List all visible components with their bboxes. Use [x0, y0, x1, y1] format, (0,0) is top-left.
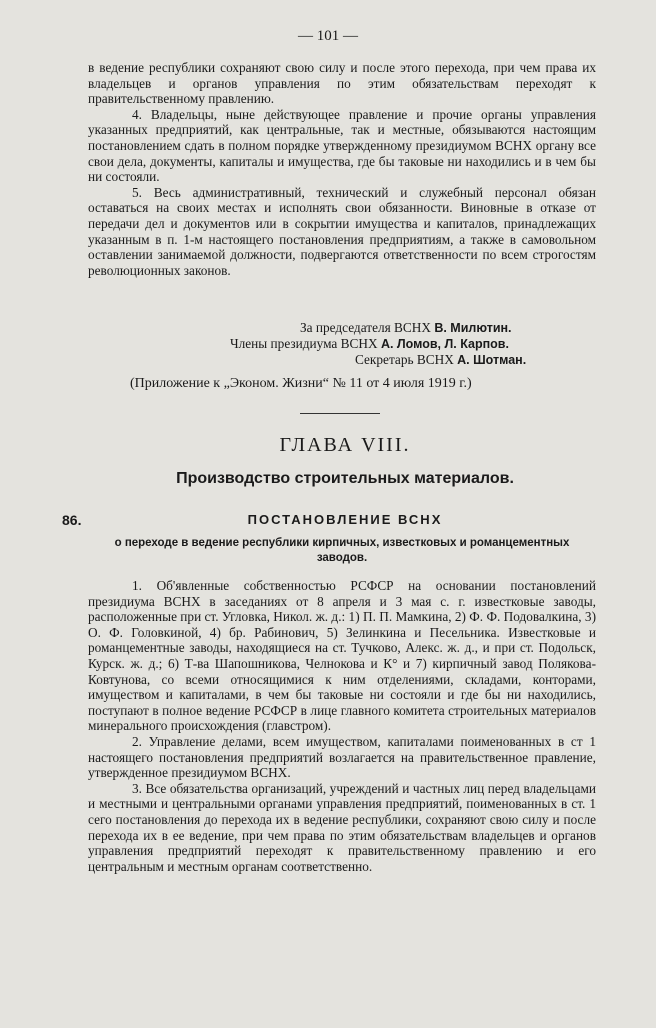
paragraph-3: 3. Все обязательства организаций, учреждений и частных лиц перед владельцами и местными и центральными органами управления предприятий, поименованных в ст. 1 сего постановления до перехода их в ведение республики, сохраняют свою силу и после перехода их в ее ведение, при чем права по этим обязательствам владельцев и органов управления предприятий переходят к правительственному правлению и его центральным и местным органам соответственно. [88, 780, 596, 874]
signature-line-1 [300, 320, 512, 336]
body-text-block [88, 578, 596, 874]
page-number: — 101 — [298, 28, 358, 44]
signature-line-3 [355, 352, 526, 368]
paragraph-5: 5. Весь административный, технический и служебный персонал обязан оставаться на своих местах и исполнять свои обязанности. Виновные в отказе от передачи дел и документов или в сокрытии имущества и капиталов, принадлежащих указанным в п. 1-м настоящего постановления предприятиям, а также в самовольном оставлении занимаемой должности, подвергаются ответственности по всем строгостям революционных законов. [88, 184, 596, 278]
signature-name: А. Ломов, Л. Карпов. [380, 337, 509, 351]
signature-role: За председателя ВСНХ [300, 320, 431, 335]
chapter-title: Производство строительных материалов. [176, 470, 514, 487]
document-number: 86. [62, 512, 82, 528]
divider [300, 413, 380, 414]
paragraph-1: 1. Об'явленные собственностью РСФСР на основании постановлений президиума ВСНХ в заседаниях от 8 апреля и 3 мая с. г. известковые заводы, расположенные при ст. Угловка, Никол. ж. д.: 1) П. П. Мамкина, 2) Ф. Ф. Подовалкина, 3) О. Ф. Головкиной, 4) бр. Рабинович, 5) Зелинкина и Песельника. Известковые и романцементные заводы, находящиеся на ст. Тучково, Алекс. ж. д., и при ст. Подольск, Курск. ж. д.; 6) Т-ва Шапошникова, Челнокова и К° и 7) кирпичный завод Полякова-Ковтунова, со всеми относящимися к ним отделениями, складами, конторами, имуществом и капиталами, в чем бы таковые ни состояли и где бы ни находились, поступают в полное ведение РСФСР в лице главного комитета строительных материалов минерального происхождения (главстром). [88, 578, 596, 734]
signature-name: В. Милютин. [434, 321, 512, 335]
chapter-heading: ГЛАВА VIII. [279, 434, 411, 456]
top-text-block [88, 60, 596, 278]
document-subtitle: о переходе в ведение республики кирпичных, известковых и романцементных заводов. [114, 537, 570, 564]
document-title: ПОСТАНОВЛЕНИЕ ВСНХ [247, 512, 443, 527]
signature-line-2 [230, 336, 509, 352]
paragraph-2: 2. Управление делами, всем имуществом, капиталами поименованных в ст 1 настоящего постановления предприятий возлагается на правительственное правление, утвержденное президиумом ВСНХ. [88, 733, 596, 781]
signature-role: Члены президиума ВСНХ [230, 336, 378, 351]
paragraph-continuation: в ведение республики сохраняют свою силу и после этого перехода, при чем права их владельцев и органов управления по этим обязательствам переходят к правительственному правлению. [88, 60, 596, 107]
paragraph-4: 4. Владельцы, ныне действующее правление и прочие органы управления указанных предприятий, как центральные, так и местные, обязываются настоящим постановлением сдать в полном порядке утвержденному президиумом ВСНХ органу все свои дела, документы, капиталы и имущества, где бы таковые ни находились и в чем бы ни состояли. [88, 106, 596, 185]
signature-name: А. Шотман. [457, 353, 527, 367]
signature-role: Секретарь ВСНХ [355, 352, 454, 367]
appendix-note: (Приложение к „Эконом. Жизни“ № 11 от 4 июля 1919 г.) [130, 376, 472, 391]
